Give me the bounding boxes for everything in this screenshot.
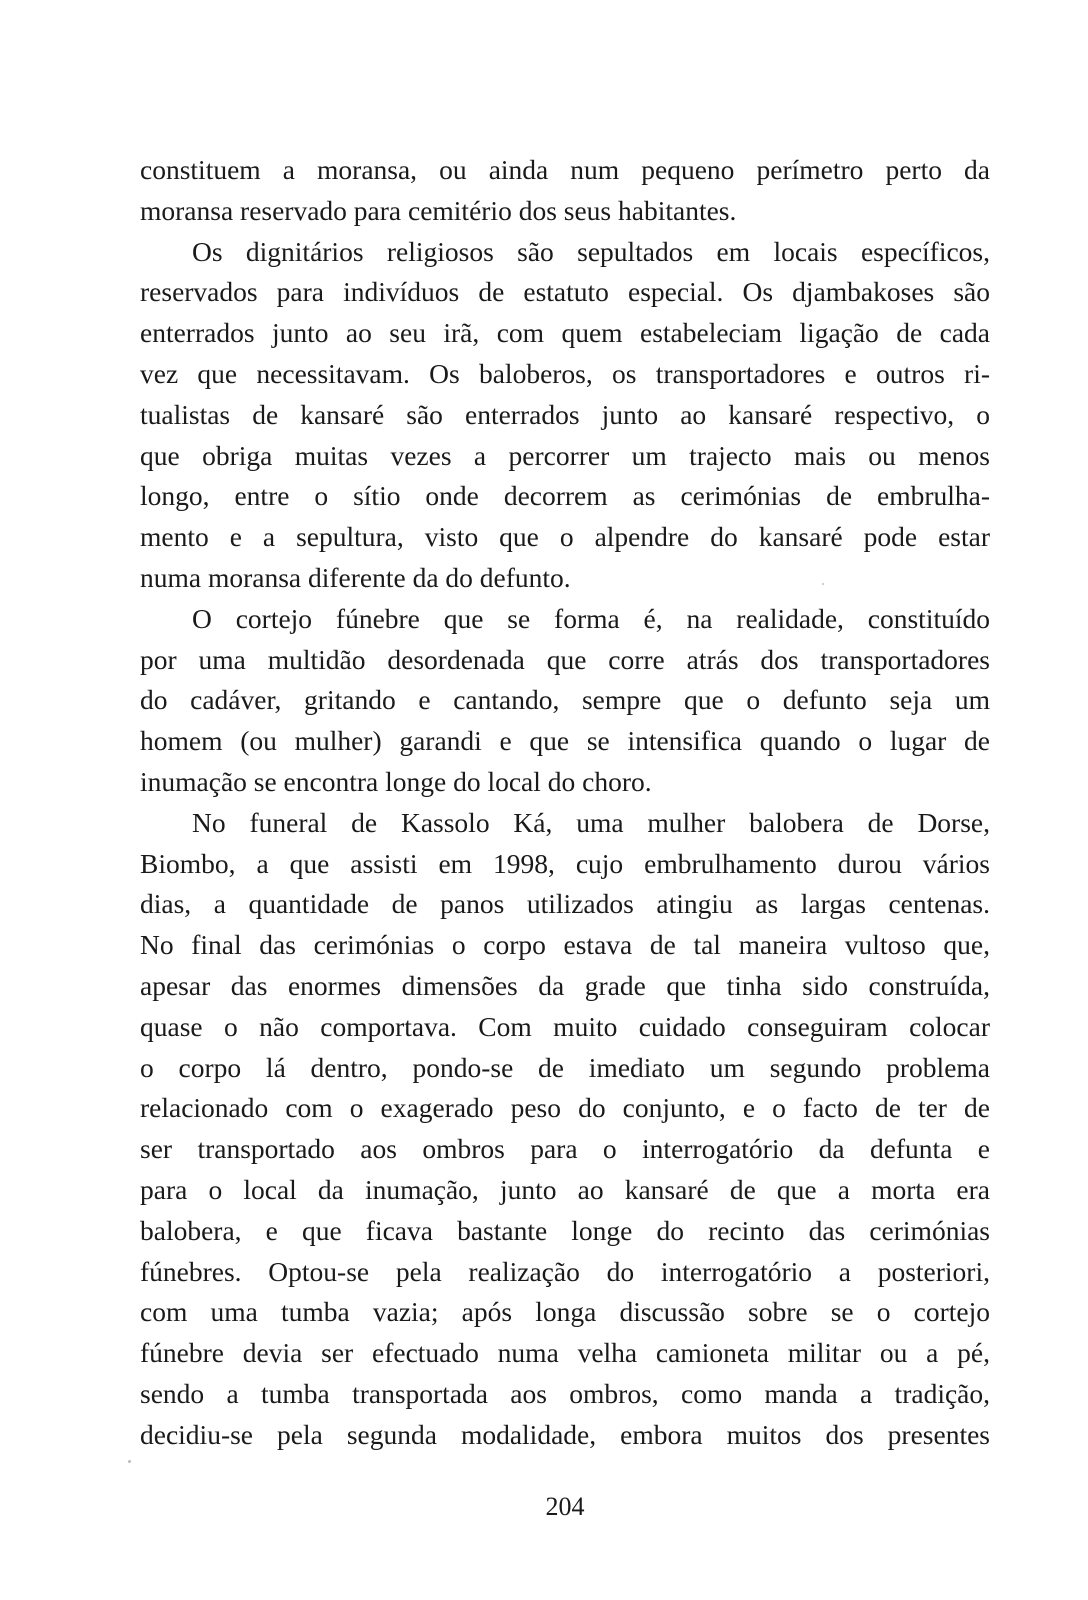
text-line: No funeral de Kassolo Ká, uma mulher balobera de Dorse, [192, 806, 990, 838]
text-line: do cadáver, gritando e cantando, sempre que o defunto seja um [140, 684, 990, 716]
text-line: fúnebre devia ser efectuado numa velha camioneta militar ou a pé, [140, 1337, 990, 1369]
scan-speck [822, 583, 824, 585]
text-line: por uma multidão desordenada que corre atrás dos transportadores [140, 643, 990, 675]
text-line: o corpo lá dentro, pondo-se de imediato um segundo problema [140, 1051, 990, 1083]
text-line: inumação se encontra longe do local do choro. [140, 765, 652, 797]
text-line: reservados para indivíduos de estatuto especial. Os djambakoses são [140, 276, 990, 308]
page-number: 204 [545, 1492, 585, 1521]
text-line: fúnebres. Optou-se pela realização do interrogatório a posteriori, [140, 1255, 990, 1287]
text-line: ser transportado aos ombros para o interrogatório da defunta e [140, 1133, 990, 1165]
text-line: enterrados junto ao seu irã, com quem estabeleciam ligação de cada [140, 317, 990, 349]
text-line: moransa reservado para cemitério dos seus habitantes. [140, 194, 737, 226]
text-line: sendo a tumba transportada aos ombros, como manda a tradição, [140, 1377, 990, 1409]
text-line: Biombo, a que assisti em 1998, cujo embrulhamento durou vários [140, 847, 990, 879]
text-line: relacionado com o exagerado peso do conjunto, e o facto de ter de [140, 1092, 990, 1124]
text-line: constituem a moransa, ou ainda num pequeno perímetro perto da [140, 154, 990, 185]
text-line: que obriga muitas vezes a percorrer um trajecto mais ou menos [140, 439, 990, 471]
text-line: longo, entre o sítio onde decorrem as cerimónias de embrulha- [140, 480, 990, 512]
text-line: balobera, e que ficava bastante longe do recinto das cerimónias [140, 1214, 990, 1246]
text-line: mento e a sepultura, visto que o alpendre do kansaré pode estar [140, 521, 990, 553]
text-line: apesar das enormes dimensões da grade que tinha sido construída, [140, 969, 990, 1001]
text-line: dias, a quantidade de panos utilizados atingiu as largas centenas. [140, 888, 990, 920]
text-line: numa moransa diferente da do defunto. [140, 561, 571, 593]
body-text [140, 150, 990, 1456]
scan-speck [128, 1460, 131, 1463]
text-line: tualistas de kansaré são enterrados junto ao kansaré respectivo, o [140, 398, 990, 430]
text-line: Os dignitários religiosos são sepultados em locais específicos, [192, 235, 990, 267]
text-line: para o local da inumação, junto ao kansaré de que a morta era [140, 1173, 990, 1205]
text-line: decidiu-se pela segunda modalidade, embora muitos dos presentes [140, 1418, 990, 1450]
text-line: quase o não comportava. Com muito cuidado conseguiram colocar [140, 1010, 990, 1042]
text-line: com uma tumba vazia; após longa discussão sobre se o cortejo [140, 1296, 990, 1328]
text-line: homem (ou mulher) garandi e que se intensifica quando o lugar de [140, 725, 990, 757]
text-line: O cortejo fúnebre que se forma é, na realidade, constituído [192, 602, 990, 634]
text-line: No final das cerimónias o corpo estava de tal maneira vultoso que, [140, 929, 990, 961]
text-line: vez que necessitavam. Os baloberos, os transportadores e outros ri- [140, 357, 990, 389]
